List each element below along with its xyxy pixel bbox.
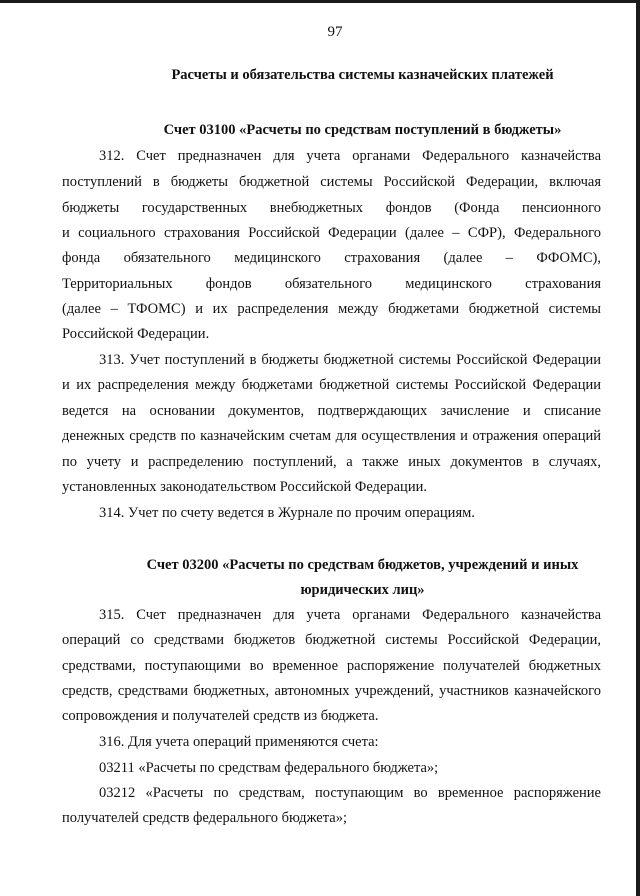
page-number: 97 (327, 24, 343, 40)
paragraph-line: денежных средств по казначейским счетам для осуществления и отражения операций (62, 428, 601, 444)
section-heading-03100: Счет 03100 «Расчеты по средствам поступлений в бюджеты» (163, 122, 562, 138)
paragraph-line: фонда обязательного медицинского страхования (далее – ФФОМС), (62, 250, 601, 266)
scan-border-top (0, 0, 640, 3)
paragraph-line: 316. Для учета операций применяются счета: (99, 734, 379, 750)
paragraph-line: получателей средств федерального бюджета»; (62, 810, 347, 826)
paragraph-line: по учету и распределению поступлений, а также иных документов в случаях, (62, 454, 601, 470)
paragraph-line: ведется на основании документов, подтверждающих зачисление и списание (62, 403, 601, 419)
paragraph-line: и их распределения между бюджетами бюджетной системы Российской Федерации (62, 377, 601, 393)
paragraph-line: Территориальных фондов обязательного медицинского страхования (62, 276, 601, 292)
paragraph-line: 03212 «Расчеты по средствам, поступающим во временное распоряжение (99, 785, 601, 801)
section-heading-03200-cont: юридических лиц» (300, 582, 425, 598)
paragraph-line: и социального страхования Российской Федерации (далее – СФР), Федерального (62, 225, 601, 241)
paragraph-line: операций со средствами бюджетов бюджетной системы Российской Федерации, (62, 632, 601, 648)
paragraph-line: 312. Счет предназначен для учета органами Федерального казначейства (99, 148, 601, 164)
paragraph-line: бюджеты государственных внебюджетных фондов (Фонда пенсионного (62, 200, 601, 216)
paragraph-line: средств, средствами бюджетных, автономных учреждений, участников казначейского (62, 683, 601, 699)
paragraph-line: установленных законодательством Российской Федерации. (62, 479, 427, 495)
paragraph-line: поступлений в бюджеты бюджетной системы Российской Федерации, включая (62, 174, 601, 190)
paragraph-line: средствами, поступающими во временное распоряжение получателей бюджетных (62, 658, 601, 674)
paragraph-line: 314. Учет по счету ведется в Журнале по прочим операциям. (99, 505, 475, 521)
paragraph-line: Российской Федерации. (62, 326, 210, 342)
page-title: Расчеты и обязательства системы казначейских платежей (171, 67, 554, 83)
paragraph-line: сопровождения и получателей средств из бюджета. (62, 708, 379, 724)
paragraph-line: 315. Счет предназначен для учета органами Федерального казначейства (99, 607, 601, 623)
section-heading-03200: Счет 03200 «Расчеты по средствам бюджетов, учреждений и иных (146, 557, 579, 573)
paragraph-line: (далее – ТФОМС) и их распределения между бюджетами бюджетной системы (62, 301, 601, 317)
paragraph-line: 313. Учет поступлений в бюджеты бюджетной системы Российской Федерации (99, 352, 601, 368)
paragraph-line: 03211 «Расчеты по средствам федерального бюджета»; (99, 760, 439, 776)
